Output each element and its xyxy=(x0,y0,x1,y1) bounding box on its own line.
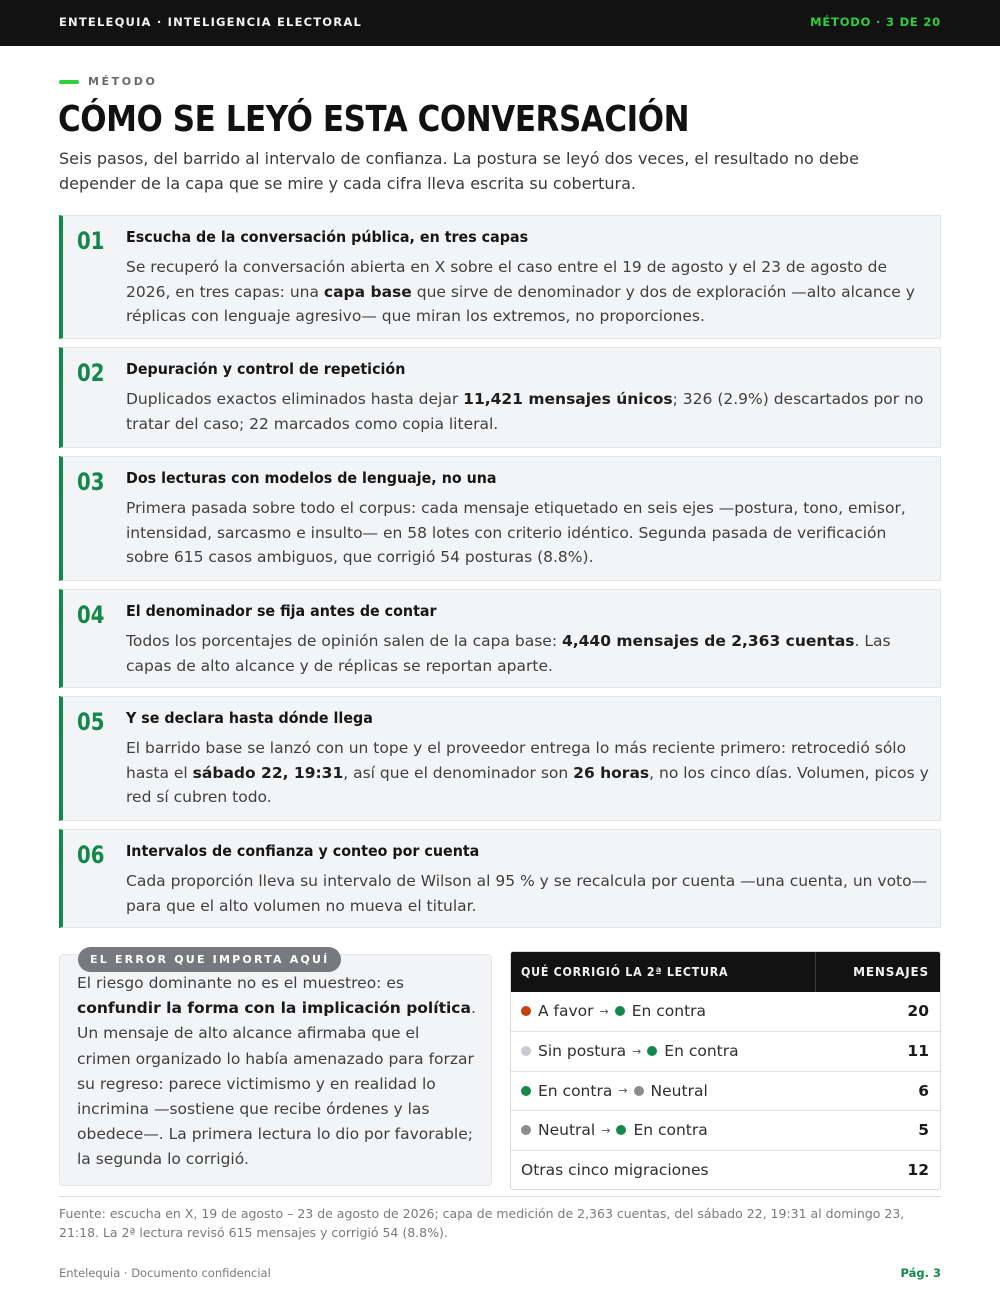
table-header-divider xyxy=(815,952,816,992)
body-text: Cada proporción lleva su intervalo de Wilson al 95 % y se recalcula por cuenta —una cuenta, un voto— para que el alto volumen no mueva el titular. xyxy=(126,872,928,915)
to-posture: Neutral xyxy=(650,1081,708,1100)
footer-confidential: Entelequia · Documento confidencial xyxy=(59,1266,271,1280)
method-step-02 xyxy=(59,347,941,448)
to-dot-icon xyxy=(616,1125,626,1135)
from-dot-icon xyxy=(521,1086,531,1096)
arrow-right-icon: → xyxy=(632,1044,642,1058)
to-dot-icon xyxy=(615,1006,625,1016)
corrections-table xyxy=(510,951,941,1190)
to-dot-icon xyxy=(647,1046,657,1056)
step-title: Depuración y control de repetición xyxy=(126,360,406,378)
step-title: Escucha de la conversación pública, en tres capas xyxy=(126,228,529,246)
to-posture: En contra xyxy=(631,1002,707,1020)
step-body xyxy=(126,255,932,329)
step-number: 06 xyxy=(77,841,105,869)
emphasis-text: 4,440 mensajes de 2,363 cuentas xyxy=(561,632,855,650)
table-body xyxy=(511,992,940,1189)
to-dot-icon xyxy=(634,1086,644,1096)
from-posture: En contra xyxy=(538,1081,613,1100)
from-posture: Sin postura xyxy=(538,1042,627,1061)
step-body xyxy=(126,736,932,810)
step-number: 04 xyxy=(77,601,105,629)
table-row xyxy=(511,1071,940,1110)
method-step-06 xyxy=(59,829,941,928)
body-text: , así que el denominador son xyxy=(343,763,574,782)
step-body xyxy=(126,496,932,570)
table-row xyxy=(511,1110,940,1149)
table-header xyxy=(511,952,940,992)
row-label xyxy=(521,1082,708,1100)
body-text: El riesgo dominante no es el muestreo: es xyxy=(77,974,404,992)
body-text: Todos los porcentajes de opinión salen de la capa base: xyxy=(126,632,562,650)
from-dot-icon xyxy=(521,1125,531,1135)
step-number: 01 xyxy=(77,227,105,255)
row-label xyxy=(521,1161,709,1179)
section-pager: MÉTODO · 3 DE 20 xyxy=(810,15,941,29)
kicker-label: MÉTODO xyxy=(88,75,158,88)
error-callout-label: EL ERROR QUE IMPORTA AQUÍ xyxy=(78,947,341,972)
arrow-right-icon: → xyxy=(599,1004,609,1018)
from-posture: Neutral xyxy=(538,1121,596,1140)
step-title: Y se declara hasta dónde llega xyxy=(126,709,373,727)
table-col-correction: QUÉ CORRIGIÓ LA 2ª LECTURA xyxy=(521,965,729,979)
row-count: 11 xyxy=(907,1042,929,1061)
body-text: que sirve de denominador y dos de exploración —alto alcance y réplicas con lenguaje agresivo— que miran los extremos, no proporciones. xyxy=(126,282,915,326)
source-note: Fuente: escucha en X, 19 de agosto – 23 de agosto de 2026; capa de medición de 2,363 cuentas, del sábado 22, 19:31 al domingo 23, 21:18. La 2ª lectura revisó 615 mensajes y corrigió 54 (8.8%). xyxy=(59,1206,905,1240)
emphasis-text: sábado 22, 19:31 xyxy=(192,763,344,782)
step-title: El denominador se fija antes de contar xyxy=(126,602,437,620)
page-title: CÓMO SE LEYÓ ESTA CONVERSACIÓN xyxy=(58,99,690,140)
method-step-05 xyxy=(59,696,941,821)
step-body xyxy=(126,869,932,918)
from-posture: A favor xyxy=(538,1002,594,1020)
kicker-accent-bar xyxy=(59,80,79,84)
row-count: 6 xyxy=(918,1081,929,1100)
body-text: Primera pasada sobre todo el corpus: cada mensaje etiquetado en seis ejes —postura, tono, emisor, intensidad, sarcasmo e insulto— en 58 lotes con criterio idéntico. Segunda pasada de verificación sobre 615 casos ambiguos, que corrigió 54 posturas (8.8%). xyxy=(126,499,906,567)
from-dot-icon xyxy=(521,1046,531,1056)
to-posture: En contra xyxy=(664,1042,739,1061)
error-callout xyxy=(59,954,492,1186)
body-text: , no los cinco días. Volumen, picos y red sí cubren todo. xyxy=(126,763,929,807)
table-row xyxy=(511,1150,940,1189)
body-text: ; 326 (2.9%) descartados por no tratar del caso; 22 marcados como copia literal. xyxy=(126,390,924,433)
step-title: Dos lecturas con modelos de lenguaje, no una xyxy=(126,469,497,487)
step-body xyxy=(126,387,932,436)
row-label xyxy=(521,1002,706,1020)
body-text: . Un mensaje de alto alcance afirmaba que el crimen organizado lo había amenazado para forzar su regreso: parece victimismo y en realidad lo incrimina —sostiene que recibe órdenes y las obedece—. La primera lectura lo dio por favorable; la segunda lo corrigió. xyxy=(77,999,476,1169)
method-step-04 xyxy=(59,589,941,688)
step-number: 05 xyxy=(77,708,105,736)
page-number: Pág. 3 xyxy=(900,1266,941,1280)
arrow-right-icon: → xyxy=(601,1123,611,1137)
table-row xyxy=(511,992,940,1031)
table-row xyxy=(511,1031,940,1070)
body-text: El barrido base se lanzó con un tope y el proveedor entrega lo más reciente primero: retrocedió sólo hasta el xyxy=(126,739,907,782)
row-count: 12 xyxy=(907,1160,929,1179)
body-text: . Las capas de alto alcance y de réplicas se reportan aparte. xyxy=(126,632,891,675)
table-col-messages: MENSAJES xyxy=(853,965,929,979)
method-step-01 xyxy=(59,215,941,339)
lead-paragraph: Seis pasos, del barrido al intervalo de confianza. La postura se leyó dos veces, el resultado no debe depender de la capa que se mire y cada cifra lleva escrita su cobertura. xyxy=(59,149,859,193)
body-text: Se recuperó la conversación abierta en X sobre el caso entre el 19 de agosto y el 23 de agosto de 2026, en tres capas: una xyxy=(126,258,887,301)
step-body xyxy=(126,629,932,678)
emphasis-text: 26 horas xyxy=(573,763,650,782)
error-callout-text xyxy=(77,971,477,1173)
to-posture: En contra xyxy=(633,1121,708,1140)
emphasis-text: capa base xyxy=(323,282,412,301)
step-title: Intervalos de confianza y conteo por cuenta xyxy=(126,842,480,860)
top-bar xyxy=(0,0,1000,46)
emphasis-text: confundir la forma con la implicación política xyxy=(77,999,471,1018)
step-number: 03 xyxy=(77,468,105,496)
method-step-03 xyxy=(59,456,941,581)
row-label xyxy=(521,1042,739,1060)
body-text: Duplicados exactos eliminados hasta dejar xyxy=(126,390,464,408)
row-label-text: Otras cinco migraciones xyxy=(521,1160,709,1179)
section-kicker xyxy=(59,75,157,88)
row-label xyxy=(521,1121,708,1139)
row-count: 20 xyxy=(907,1002,929,1020)
row-count: 5 xyxy=(918,1121,929,1140)
brand-label: ENTELEQUIA · INTELIGENCIA ELECTORAL xyxy=(59,15,362,29)
step-number: 02 xyxy=(77,359,105,387)
arrow-right-icon: → xyxy=(618,1084,628,1098)
footer-divider xyxy=(59,1196,941,1197)
emphasis-text: 11,421 mensajes únicos xyxy=(463,390,673,408)
from-dot-icon xyxy=(521,1006,531,1016)
